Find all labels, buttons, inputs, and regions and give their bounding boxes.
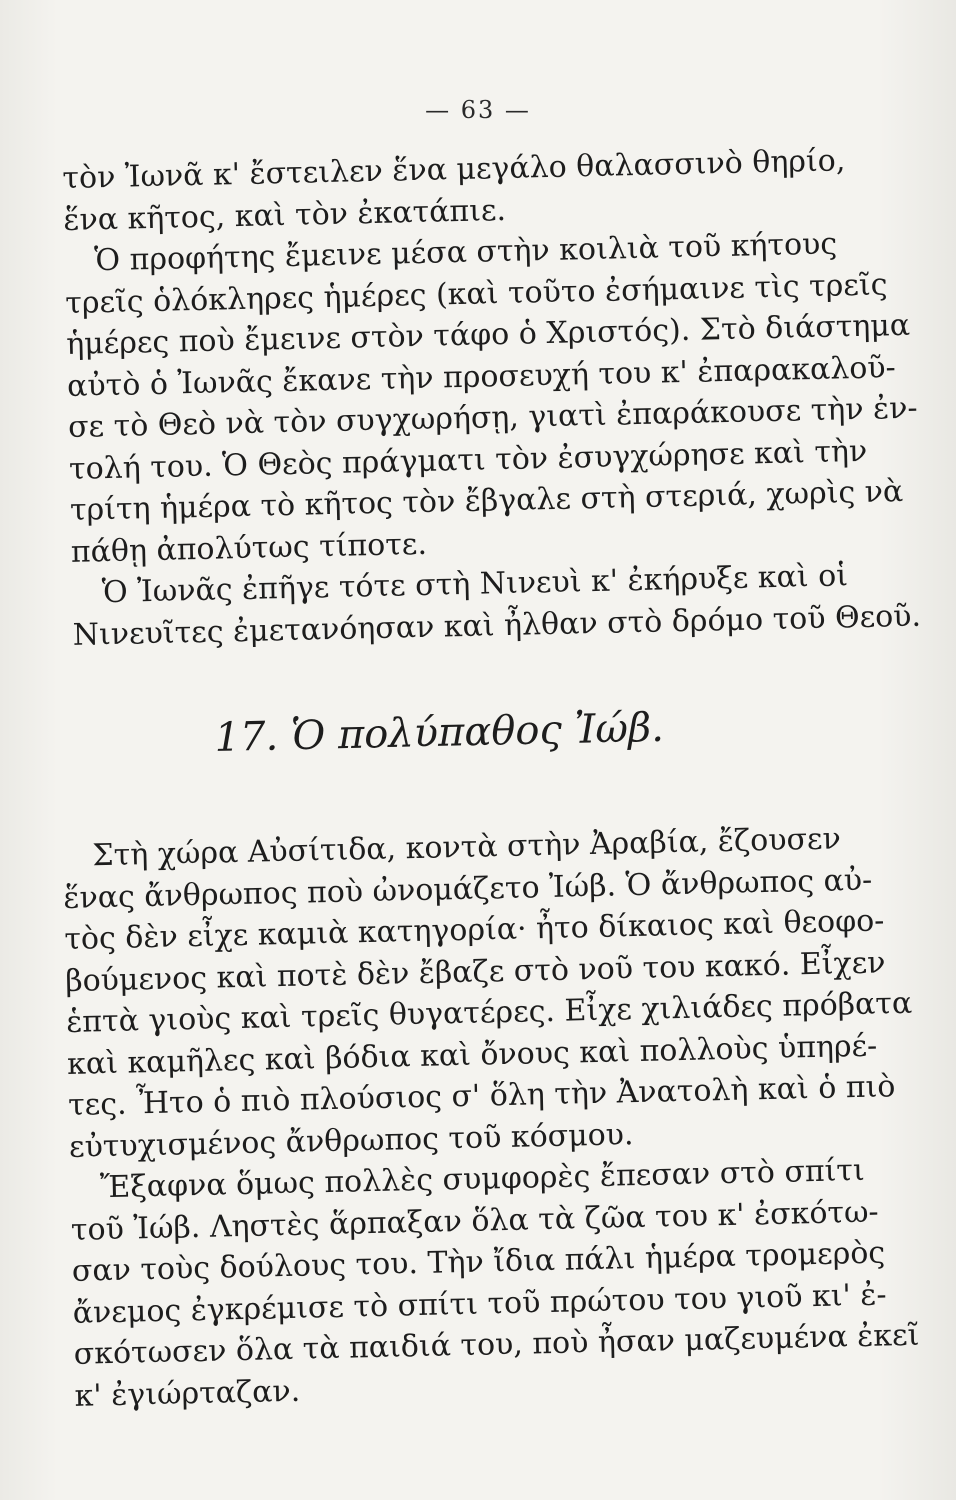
text-line: τοῦ Ἰώβ. Ληστὲς ἅρπαξαν ὅλα τὰ ζῶα του κ' ἐσκότω- bbox=[70, 1194, 879, 1248]
text-line: τὸν Ἰωνᾶ κ' ἔστειλεν ἕνα μεγάλο θαλασσινὸ θηρίο, bbox=[62, 143, 846, 196]
page-number: — 63 — bbox=[425, 96, 531, 124]
paragraph bbox=[62, 819, 913, 1168]
text-block-job bbox=[62, 819, 920, 1417]
text-block-jonah bbox=[62, 141, 922, 656]
chapter-title: 17. Ὁ πολύπαθος Ἰώβ. bbox=[214, 704, 665, 761]
paragraph bbox=[71, 555, 922, 655]
text-line: τολή του. Ὁ Θεὸς πράγματι τὸν ἐσυγχώρησε καὶ τὴν bbox=[68, 433, 868, 487]
text-line: τες. Ἦτο ὁ πιὸ πλούσιος σ' ὅλη τὴν Ἀνατολὴ καὶ ὁ πιὸ bbox=[67, 1069, 896, 1123]
text-line: Ἔξαφνα ὅμως πολλὲς συμφορὲς ἔπεσαν στὸ σπίτι bbox=[99, 1152, 866, 1206]
text-line: τὸς δὲν εἶχε καμιὰ κατηγορία· ἦτο δίκαιος καὶ θεοφο- bbox=[63, 903, 885, 957]
text-line: αὐτὸ ὁ Ἰωνᾶς ἔκανε τὴν προσευχή του κ' ἐπαρακαλοῦ- bbox=[66, 349, 897, 404]
text-line: ἕνας ἄνθρωπος ποὺ ὠνομάζετο Ἰώβ. Ὁ ἄνθρωπος αὐ- bbox=[63, 862, 873, 916]
text-line: ἡμέρες ποὺ ἔμεινε στὸν τάφο ὁ Χριστός). Στὸ διάστημα bbox=[65, 307, 911, 362]
text-line: εὐτυχισμένος ἄνθρωπος τοῦ κόσμου. bbox=[68, 1116, 634, 1165]
paragraph bbox=[64, 224, 918, 573]
text-line: σκότωσεν ὅλα τὰ παιδιά του, ποὺ ἦσαν μαζευμένα ἐκεῖ bbox=[73, 1317, 920, 1372]
text-line: ἄνεμος ἐγκρέμισε τὸ σπίτι τοῦ πρώτου του γιοῦ κι' ἐ- bbox=[72, 1276, 887, 1331]
text-line: κ' ἐγιώρταζαν. bbox=[74, 1373, 301, 1414]
text-line: καὶ καμῆλες καὶ βόδια καὶ ὄνους καὶ πολλοὺς ὑπηρέ- bbox=[66, 1028, 878, 1082]
text-line: βούμενος καὶ ποτὲ δὲν ἔβαζε στὸ νοῦ του κακό. Εἶχεν bbox=[64, 944, 886, 999]
text-line: Ὁ προφήτης ἔμεινε μέσα στὴν κοιλιὰ τοῦ κήτους bbox=[93, 226, 838, 279]
text-line: Νινευῖτες ἐμετανόησαν καὶ ἦλθαν στὸ δρόμο τοῦ Θεοῦ. bbox=[72, 598, 922, 653]
text-line: Ὁ Ἰωνᾶς ἐπῆγε τότε στὴ Νινευὶ κ' ἐκήρυξε καὶ οἱ bbox=[101, 558, 849, 611]
text-line: ἑπτὰ γιοὺς καὶ τρεῖς θυγατέρες. Εἶχε χιλιάδες πρόβατα bbox=[65, 985, 913, 1040]
text-line: πάθῃ ἀπολύτως τίποτε. bbox=[70, 526, 428, 570]
text-line: Στὴ χώρα Αὐσίτιδα, κοντὰ στὴν Ἀραβία, ἔζουσεν bbox=[92, 821, 842, 874]
paragraph bbox=[70, 1150, 920, 1416]
text-line: ἕνα κῆτος, καὶ τὸν ἐκατάπιε. bbox=[63, 192, 507, 238]
text-line: σαν τοὺς δούλους του. Τὴν ἴδια πάλι ἡμέρα τρομερὸς bbox=[71, 1235, 886, 1289]
text-line: σε τὸ Θεὸ νὰ τὸν συγχωρήσῃ, γιατὶ ἐπαράκουσε τὴν ἐν- bbox=[67, 390, 918, 445]
text-line: τρίτη ἡμέρα τὸ κῆτος τὸν ἔβγαλε στὴ στεριά, χωρὶς νὰ bbox=[69, 474, 904, 528]
text-line: τρεῖς ὁλόκληρες ἡμέρες (καὶ τοῦτο ἐσήμαινε τὶς τρεῖς bbox=[64, 266, 888, 321]
